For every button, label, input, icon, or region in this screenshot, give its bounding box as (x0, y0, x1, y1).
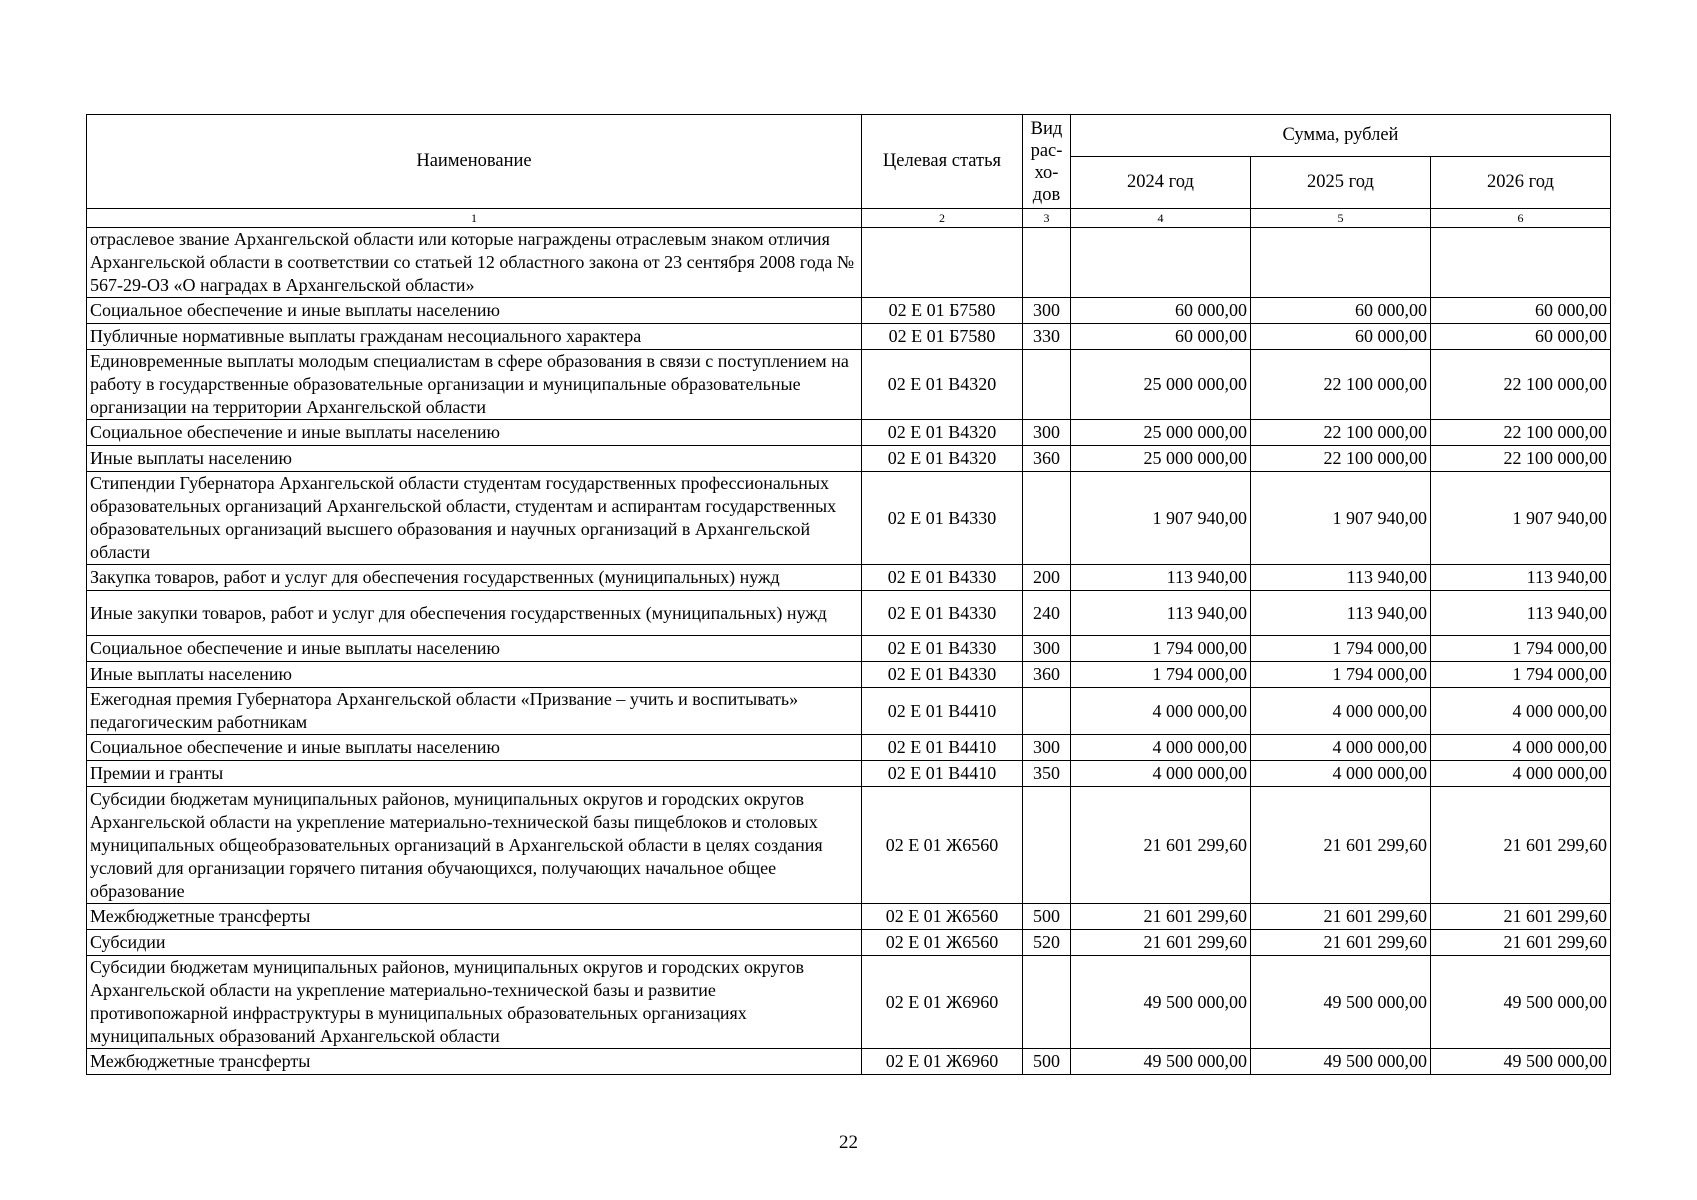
row-amount-2025-cell: 22 100 000,00 (1251, 420, 1431, 446)
row-amount-2026-cell: 22 100 000,00 (1431, 420, 1611, 446)
row-amount-2024-cell: 1 794 000,00 (1071, 662, 1251, 688)
row-name-cell: Премии и гранты (87, 761, 862, 787)
header-target: Целевая статья (862, 115, 1023, 209)
page-number: 22 (839, 1132, 858, 1153)
row-amount-2024-cell: 113 940,00 (1071, 591, 1251, 636)
row-amount-2024-cell: 4 000 000,00 (1071, 688, 1251, 735)
row-name-cell: Публичные нормативные выплаты гражданам несоциального характера (87, 324, 862, 350)
row-name-cell: Социальное обеспечение и иные выплаты населению (87, 420, 862, 446)
row-amount-2024-cell: 25 000 000,00 (1071, 420, 1251, 446)
row-target-cell: 02 Е 01 Ж6560 (862, 787, 1023, 904)
row-amount-2026-cell: 4 000 000,00 (1431, 688, 1611, 735)
column-number: 1 (87, 209, 862, 228)
row-name-cell: Межбюджетные трансферты (87, 1049, 862, 1075)
row-target-cell: 02 Е 01 В4410 (862, 688, 1023, 735)
row-amount-2025-cell: 22 100 000,00 (1251, 446, 1431, 472)
row-amount-2025-cell: 49 500 000,00 (1251, 1049, 1431, 1075)
row-amount-2024-cell: 4 000 000,00 (1071, 761, 1251, 787)
row-kind-cell: 330 (1023, 324, 1071, 350)
row-amount-2025-cell: 1 794 000,00 (1251, 662, 1431, 688)
row-amount-2024-cell: 60 000,00 (1071, 324, 1251, 350)
row-amount-2024-cell: 49 500 000,00 (1071, 956, 1251, 1049)
row-name-cell: Социальное обеспечение и иные выплаты населению (87, 735, 862, 761)
row-amount-2025-cell: 113 940,00 (1251, 565, 1431, 591)
header-kind: Вид рас-хо-дов (1023, 115, 1071, 209)
row-amount-2024-cell: 1 794 000,00 (1071, 636, 1251, 662)
row-amount-2024-cell: 21 601 299,60 (1071, 787, 1251, 904)
row-name-cell: Социальное обеспечение и иные выплаты населению (87, 636, 862, 662)
row-target-cell: 02 Е 01 Ж6560 (862, 930, 1023, 956)
row-amount-2026-cell: 49 500 000,00 (1431, 956, 1611, 1049)
table-row (87, 662, 1611, 688)
row-amount-2024-cell: 25 000 000,00 (1071, 446, 1251, 472)
row-name-cell: Ежегодная премия Губернатора Архангельской области «Призвание – учить и воспитывать» педагогическим работникам (87, 688, 862, 735)
row-amount-2025-cell: 1 907 940,00 (1251, 472, 1431, 565)
row-name-cell: отраслевое звание Архангельской области или которые награждены отраслевым знаком отличия Архангельской области в соответствии со статьей 12 областного закона от 23 сентября 2008 года № 567-29-ОЗ «О наградах в Архангельской области» (87, 228, 862, 298)
header-row-top (87, 115, 1611, 157)
column-number: 3 (1023, 209, 1071, 228)
table-row (87, 228, 1611, 298)
row-amount-2024-cell: 25 000 000,00 (1071, 350, 1251, 420)
column-number: 4 (1071, 209, 1251, 228)
row-kind-cell (1023, 350, 1071, 420)
row-amount-2026-cell: 21 601 299,60 (1431, 904, 1611, 930)
row-target-cell: 02 Е 01 В4410 (862, 735, 1023, 761)
row-amount-2024-cell: 49 500 000,00 (1071, 1049, 1251, 1075)
table-row (87, 420, 1611, 446)
row-name-cell: Иные закупки товаров, работ и услуг для обеспечения государственных (муниципальных) нужд (87, 591, 862, 636)
column-number: 5 (1251, 209, 1431, 228)
row-amount-2024-cell: 21 601 299,60 (1071, 930, 1251, 956)
table-body (87, 228, 1611, 1075)
row-amount-2025-cell: 49 500 000,00 (1251, 956, 1431, 1049)
row-kind-cell: 360 (1023, 662, 1071, 688)
row-target-cell: 02 Е 01 Ж6960 (862, 1049, 1023, 1075)
row-target-cell: 02 Е 01 В4330 (862, 591, 1023, 636)
row-name-cell: Иные выплаты населению (87, 662, 862, 688)
row-name-cell: Субсидии бюджетам муниципальных районов, муниципальных округов и городских округов Архангельской области на укрепление материально-технической базы пищеблоков и столовых муниципальных общеобразовательных организаций в Архангельской области в целях создания условий для организации горячего питания обучающихся, получающих начальное общее образование (87, 787, 862, 904)
row-target-cell: 02 Е 01 В4320 (862, 446, 1023, 472)
header-sum: Сумма, рублей (1071, 115, 1611, 157)
row-target-cell: 02 Е 01 Б7580 (862, 324, 1023, 350)
row-amount-2026-cell: 60 000,00 (1431, 298, 1611, 324)
row-amount-2026-cell: 4 000 000,00 (1431, 735, 1611, 761)
row-kind-cell (1023, 787, 1071, 904)
row-amount-2026-cell: 22 100 000,00 (1431, 350, 1611, 420)
row-kind-cell (1023, 228, 1071, 298)
header-year-2025: 2025 год (1251, 157, 1431, 209)
row-amount-2026-cell: 22 100 000,00 (1431, 446, 1611, 472)
row-kind-cell: 500 (1023, 1049, 1071, 1075)
row-name-cell: Субсидии бюджетам муниципальных районов, муниципальных округов и городских округов Архангельской области на укрепление материально-технической базы и развитие противопожарной инфраструктуры в муниципальных образовательных организациях муниципальных образований Архангельской области (87, 956, 862, 1049)
row-amount-2025-cell: 21 601 299,60 (1251, 787, 1431, 904)
row-kind-cell: 500 (1023, 904, 1071, 930)
row-name-cell: Стипендии Губернатора Архангельской области студентам государственных профессиональных образовательных организаций Архангельской области, студентам и аспирантам государственных образовательных организаций высшего образования и научных организаций в Архангельской области (87, 472, 862, 565)
row-name-cell: Социальное обеспечение и иные выплаты населению (87, 298, 862, 324)
row-kind-cell: 300 (1023, 636, 1071, 662)
row-kind-cell: 520 (1023, 930, 1071, 956)
row-name-cell: Закупка товаров, работ и услуг для обеспечения государственных (муниципальных) нужд (87, 565, 862, 591)
row-amount-2024-cell: 4 000 000,00 (1071, 735, 1251, 761)
table-row (87, 324, 1611, 350)
row-amount-2026-cell (1431, 228, 1611, 298)
row-amount-2026-cell: 21 601 299,60 (1431, 787, 1611, 904)
table-row (87, 1049, 1611, 1075)
row-amount-2025-cell: 60 000,00 (1251, 298, 1431, 324)
row-amount-2026-cell: 1 907 940,00 (1431, 472, 1611, 565)
table-row (87, 565, 1611, 591)
row-target-cell (862, 228, 1023, 298)
table-row (87, 298, 1611, 324)
column-number-row (87, 209, 1611, 228)
row-target-cell: 02 Е 01 Ж6560 (862, 904, 1023, 930)
row-kind-cell: 240 (1023, 591, 1071, 636)
table-row (87, 956, 1611, 1049)
row-name-cell: Субсидии (87, 930, 862, 956)
row-kind-cell (1023, 472, 1071, 565)
row-kind-cell: 200 (1023, 565, 1071, 591)
row-target-cell: 02 Е 01 В4330 (862, 662, 1023, 688)
table-row (87, 636, 1611, 662)
row-amount-2025-cell (1251, 228, 1431, 298)
row-target-cell: 02 Е 01 В4410 (862, 761, 1023, 787)
row-amount-2025-cell: 4 000 000,00 (1251, 688, 1431, 735)
row-amount-2024-cell: 1 907 940,00 (1071, 472, 1251, 565)
column-number: 2 (862, 209, 1023, 228)
row-amount-2026-cell: 60 000,00 (1431, 324, 1611, 350)
row-amount-2024-cell: 113 940,00 (1071, 565, 1251, 591)
row-target-cell: 02 Е 01 В4320 (862, 420, 1023, 446)
budget-table-page (86, 114, 1610, 1075)
row-amount-2026-cell: 113 940,00 (1431, 591, 1611, 636)
row-target-cell: 02 Е 01 В4330 (862, 636, 1023, 662)
row-kind-cell (1023, 956, 1071, 1049)
row-kind-cell: 300 (1023, 420, 1071, 446)
budget-table (86, 114, 1611, 1075)
row-amount-2026-cell: 4 000 000,00 (1431, 761, 1611, 787)
column-number: 6 (1431, 209, 1611, 228)
header-year-2026: 2026 год (1431, 157, 1611, 209)
table-row (87, 904, 1611, 930)
row-amount-2025-cell: 22 100 000,00 (1251, 350, 1431, 420)
table-row (87, 787, 1611, 904)
header-name: Наименование (87, 115, 862, 209)
row-target-cell: 02 Е 01 В4330 (862, 472, 1023, 565)
row-amount-2026-cell: 49 500 000,00 (1431, 1049, 1611, 1075)
table-row (87, 688, 1611, 735)
table-row (87, 735, 1611, 761)
row-kind-cell: 360 (1023, 446, 1071, 472)
row-kind-cell: 300 (1023, 735, 1071, 761)
row-amount-2024-cell: 21 601 299,60 (1071, 904, 1251, 930)
row-kind-cell: 300 (1023, 298, 1071, 324)
header-year-2024: 2024 год (1071, 157, 1251, 209)
table-row (87, 591, 1611, 636)
row-amount-2025-cell: 60 000,00 (1251, 324, 1431, 350)
row-amount-2025-cell: 1 794 000,00 (1251, 636, 1431, 662)
row-target-cell: 02 Е 01 Б7580 (862, 298, 1023, 324)
row-target-cell: 02 Е 01 Ж6960 (862, 956, 1023, 1049)
row-amount-2026-cell: 1 794 000,00 (1431, 662, 1611, 688)
table-row (87, 930, 1611, 956)
row-amount-2025-cell: 113 940,00 (1251, 591, 1431, 636)
row-amount-2026-cell: 21 601 299,60 (1431, 930, 1611, 956)
row-amount-2025-cell: 4 000 000,00 (1251, 761, 1431, 787)
table-row (87, 446, 1611, 472)
row-amount-2026-cell: 113 940,00 (1431, 565, 1611, 591)
row-amount-2025-cell: 21 601 299,60 (1251, 904, 1431, 930)
row-name-cell: Межбюджетные трансферты (87, 904, 862, 930)
row-amount-2024-cell (1071, 228, 1251, 298)
row-amount-2026-cell: 1 794 000,00 (1431, 636, 1611, 662)
row-name-cell: Единовременные выплаты молодым специалистам в сфере образования в связи с поступлением на работу в государственные образовательные организации и муниципальные образовательные организации на территории Архангельской области (87, 350, 862, 420)
table-row (87, 472, 1611, 565)
table-row (87, 350, 1611, 420)
row-amount-2025-cell: 4 000 000,00 (1251, 735, 1431, 761)
table-row (87, 761, 1611, 787)
row-name-cell: Иные выплаты населению (87, 446, 862, 472)
row-amount-2024-cell: 60 000,00 (1071, 298, 1251, 324)
row-target-cell: 02 Е 01 В4320 (862, 350, 1023, 420)
row-kind-cell: 350 (1023, 761, 1071, 787)
row-target-cell: 02 Е 01 В4330 (862, 565, 1023, 591)
row-amount-2025-cell: 21 601 299,60 (1251, 930, 1431, 956)
row-kind-cell (1023, 688, 1071, 735)
